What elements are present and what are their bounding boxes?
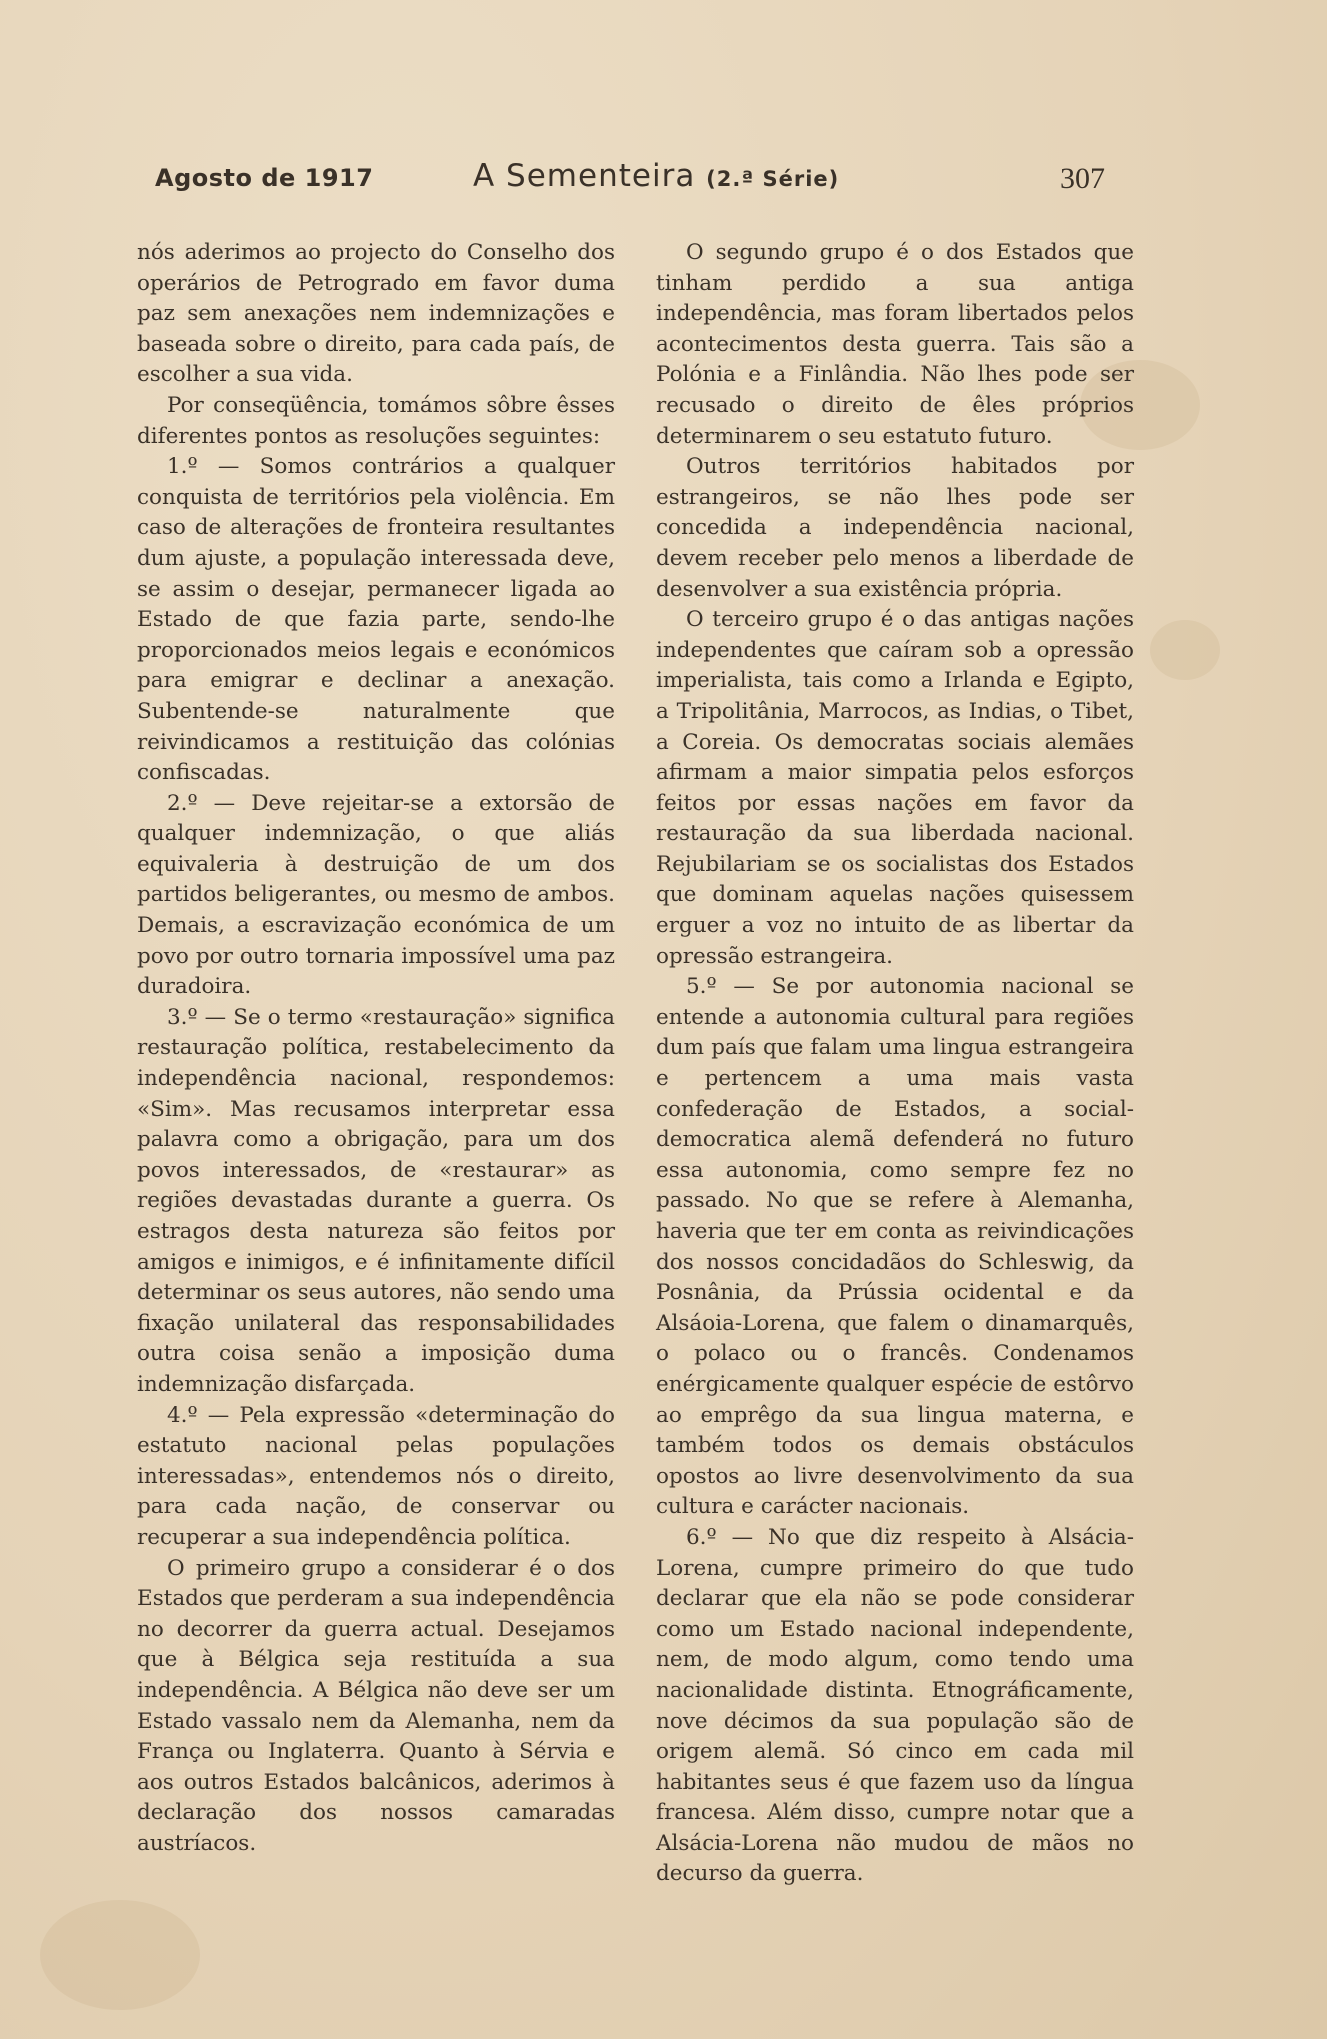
paragraph: O primeiro grupo a considerar é o dos Estados que perderam a sua independência no decorrer da guerra actual. Desejamos que à Bélgica seja restituída a sua independência. A Bélgica não deve ser um Estado vassalo nem da Alemanha, nem da França ou Inglaterra. Quanto à Sérvia e aos outros Estados balcânicos, aderimos à declaração dos nossos camaradas austríacos. (137, 1555, 615, 1856)
paragraph: 1.º — Somos contrários a qualquer conquista de territórios pela violência. Em caso de alterações de fronteira resultantes dum ajuste, a população interessada deve, se assim o desejar, permanecer ligada ao Estado de que fazia parte, sendo-lhe proporcionados meios legais e económicos para emigrar e declinar a anexação. Subentende-se naturalmente que reivindicamos a restituição das colónias confiscadas. (137, 454, 615, 786)
series-label: (2.ª Série) (706, 167, 840, 191)
paragraph: nós aderimos ao projecto do Conselho dos operários de Petrogrado em favor duma paz sem anexações nem indemnizações e baseada sobre o direito, para cada país, de escolher a sua vida. (137, 240, 615, 388)
publication-title (473, 158, 839, 194)
paragraph: 4.º — Pela expressão «determinação do estatuto nacional pelas populações interessadas», entendemos nós o direito, para cada nação, de conservar ou recuperar a sua independência política. (137, 1402, 615, 1550)
issue-date: Agosto de 1917 (155, 164, 374, 192)
page-number: 307 (1060, 162, 1105, 195)
paragraph: Por conseqüência, tomámos sôbre êsses diferentes pontos as resoluções seguintes: (137, 392, 615, 449)
paragraph: Outros territórios habitados por estrangeiros, se não lhes pode ser concedida a independência nacional, devem receber pelo menos a liberdade de desenvolver a sua existência própria. (656, 454, 1134, 602)
paragraph: 5.º — Se por autonomia nacional se entende a autonomia cultural para regiões dum país que falam uma lingua estrangeira e pertencem a uma mais vasta confederação de Estados, a social-democratica alemã defenderá no futuro essa autonomia, como sempre fez no passado. No que se refere à Alemanha, haveria que ter em conta as reivindicações dos nossos concidadãos do Schleswig, da Posnânia, da Prússia ocidental e da Alsáoia-Lorena, que falem o dinamarquês, o polaco ou o francês. Condenamos enérgicamente qualquer espécie de estôrvo ao emprêgo da sua lingua materna, e também todos os demais obstáculos opostos ao livre desenvolvimento da sua cultura e carácter nacionais. (656, 974, 1134, 1520)
paper-stain (1150, 620, 1220, 680)
paragraph: 2.º — Deve rejeitar-se a extorsão de qualquer indemnização, o que aliás equivaleria à destruição de um dos partidos beligerantes, ou mesmo de ambos. Demais, a escravização económica de um povo por outro tornaria impossível uma paz duradoira. (137, 790, 615, 1000)
paragraph: O segundo grupo é o dos Estados que tinham perdido a sua antiga independência, mas foram libertados pelos acontecimentos desta guerra. Tais são a Polónia e a Finlândia. Não lhes pode ser recusado o direito de êles próprios determinarem o seu estatuto futuro. (656, 240, 1134, 449)
publication-name: A Sementeira (473, 158, 696, 194)
left-column (137, 238, 615, 1859)
paragraph: 3.º — Se o termo «restauração» significa restauração política, restabelecimento da independência nacional, respondemos: «Sim». Mas recusamos interpretar essa palavra como a obrigação, para um dos povos interessados, de «restaurar» as regiões devastadas durante a guerra. Os estragos desta natureza são feitos por amigos e inimigos, e é infinitamente difícil determinar os seus autores, não sendo uma fixação unilateral das responsabilidades outra coisa senão a imposição duma indemnização disfarçada. (137, 1004, 615, 1397)
page-header (155, 158, 1105, 198)
paper-stain (40, 1900, 200, 2010)
paragraph: 6.º — No que diz respeito à Alsácia-Lorena, cumpre primeiro do que tudo declarar que ela não se pode considerar como um Estado nacional independente, nem, de modo algum, como tendo uma nacionalidade distinta. Etnográficamente, nove décimos da sua população são de origem alemã. Só cinco em cada mil habitantes seus é que fazem uso da língua francesa. Além disso, cumpre notar que a Alsácia-Lorena não mudou de mãos no decurso da guerra. (656, 1524, 1134, 1887)
right-column (656, 238, 1134, 1890)
paragraph: O terceiro grupo é o das antigas nações independentes que caíram sob a opressão imperialista, tais como a Irlanda e Egipto, a Tripolitânia, Marrocos, as Indias, o Tibet, a Coreia. Os democratas sociais alemães afirmam a maior simpatia pelos esforços feitos por essas nações em favor da restauração da sua liberdada nacional. Rejubilariam se os socialistas dos Estados que dominam aquelas nações quisessem erguer a voz no intuito de as libertar da opressão estrangeira. (656, 607, 1134, 969)
